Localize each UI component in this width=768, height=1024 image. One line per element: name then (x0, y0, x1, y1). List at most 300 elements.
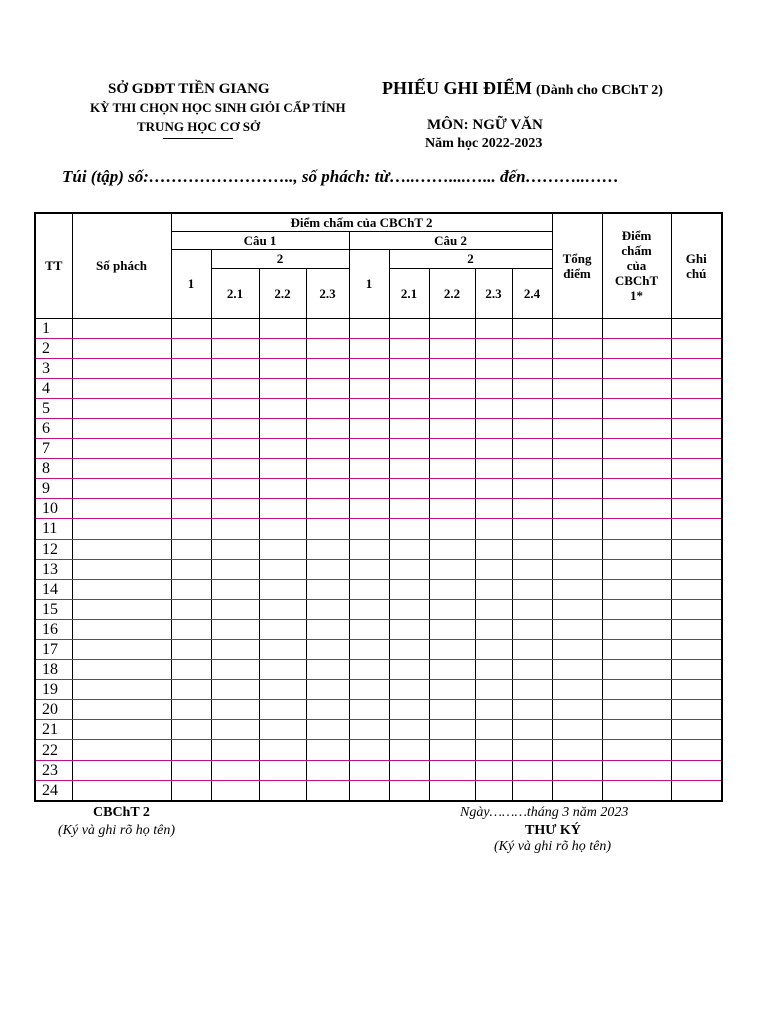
cau2-q1-cell[interactable] (349, 619, 389, 639)
cbcht1-cell[interactable] (602, 720, 671, 740)
cau1-q1-cell[interactable] (171, 740, 211, 760)
cau1-2-1-cell[interactable] (211, 740, 259, 760)
cau2-2-4-cell[interactable] (512, 680, 552, 700)
ghi-chu-cell[interactable] (671, 680, 722, 700)
cau2-2-4-cell[interactable] (512, 780, 552, 801)
cau2-q1-cell[interactable] (349, 660, 389, 680)
cau2-q1-cell[interactable] (349, 439, 389, 459)
cbcht1-cell[interactable] (602, 559, 671, 579)
cau2-2-3-cell[interactable] (475, 680, 512, 700)
cau1-2-3-cell[interactable] (306, 780, 349, 801)
cau2-q1-cell[interactable] (349, 519, 389, 539)
cau2-2-1-cell[interactable] (389, 378, 429, 398)
cau1-q1-cell[interactable] (171, 680, 211, 700)
so-phach-cell[interactable] (72, 519, 171, 539)
cbcht1-cell[interactable] (602, 660, 671, 680)
cau2-2-3-cell[interactable] (475, 439, 512, 459)
cau2-2-4-cell[interactable] (512, 640, 552, 660)
cau1-2-3-cell[interactable] (306, 680, 349, 700)
cau2-2-2-cell[interactable] (429, 640, 475, 660)
tong-diem-cell[interactable] (552, 378, 602, 398)
cau1-2-3-cell[interactable] (306, 499, 349, 519)
cau1-q1-cell[interactable] (171, 539, 211, 559)
cau1-2-2-cell[interactable] (259, 640, 306, 660)
cau2-2-2-cell[interactable] (429, 459, 475, 479)
cau2-2-1-cell[interactable] (389, 640, 429, 660)
cau2-q1-cell[interactable] (349, 579, 389, 599)
cau1-2-3-cell[interactable] (306, 378, 349, 398)
cau1-2-2-cell[interactable] (259, 378, 306, 398)
cau1-2-1-cell[interactable] (211, 479, 259, 499)
cau2-2-4-cell[interactable] (512, 720, 552, 740)
cbcht1-cell[interactable] (602, 338, 671, 358)
cau2-2-2-cell[interactable] (429, 559, 475, 579)
cau2-q1-cell[interactable] (349, 720, 389, 740)
cbcht1-cell[interactable] (602, 378, 671, 398)
ghi-chu-cell[interactable] (671, 318, 722, 338)
tong-diem-cell[interactable] (552, 459, 602, 479)
cau2-2-2-cell[interactable] (429, 418, 475, 438)
cau1-2-1-cell[interactable] (211, 619, 259, 639)
cau1-2-2-cell[interactable] (259, 459, 306, 479)
cau1-2-2-cell[interactable] (259, 720, 306, 740)
cau2-2-3-cell[interactable] (475, 499, 512, 519)
ghi-chu-cell[interactable] (671, 619, 722, 639)
so-phach-cell[interactable] (72, 619, 171, 639)
cau2-2-1-cell[interactable] (389, 499, 429, 519)
cau1-2-3-cell[interactable] (306, 539, 349, 559)
cau2-2-1-cell[interactable] (389, 439, 429, 459)
cau2-2-3-cell[interactable] (475, 398, 512, 418)
cau2-2-3-cell[interactable] (475, 640, 512, 660)
so-phach-cell[interactable] (72, 358, 171, 378)
tong-diem-cell[interactable] (552, 599, 602, 619)
cbcht1-cell[interactable] (602, 499, 671, 519)
ghi-chu-cell[interactable] (671, 398, 722, 418)
cau2-q1-cell[interactable] (349, 398, 389, 418)
tong-diem-cell[interactable] (552, 499, 602, 519)
so-phach-cell[interactable] (72, 559, 171, 579)
cbcht1-cell[interactable] (602, 780, 671, 801)
ghi-chu-cell[interactable] (671, 700, 722, 720)
cau2-2-4-cell[interactable] (512, 700, 552, 720)
cau2-2-3-cell[interactable] (475, 418, 512, 438)
cau1-2-2-cell[interactable] (259, 599, 306, 619)
cau2-2-4-cell[interactable] (512, 519, 552, 539)
tong-diem-cell[interactable] (552, 398, 602, 418)
cau1-2-2-cell[interactable] (259, 740, 306, 760)
cau1-2-1-cell[interactable] (211, 358, 259, 378)
cau2-2-2-cell[interactable] (429, 660, 475, 680)
cau1-2-1-cell[interactable] (211, 720, 259, 740)
ghi-chu-cell[interactable] (671, 640, 722, 660)
so-phach-cell[interactable] (72, 780, 171, 801)
cau1-2-2-cell[interactable] (259, 579, 306, 599)
cau2-2-1-cell[interactable] (389, 579, 429, 599)
cbcht1-cell[interactable] (602, 760, 671, 780)
tong-diem-cell[interactable] (552, 338, 602, 358)
cau2-2-3-cell[interactable] (475, 780, 512, 801)
cau1-2-3-cell[interactable] (306, 619, 349, 639)
cau2-2-3-cell[interactable] (475, 338, 512, 358)
ghi-chu-cell[interactable] (671, 519, 722, 539)
cau2-2-4-cell[interactable] (512, 358, 552, 378)
cau1-2-3-cell[interactable] (306, 700, 349, 720)
so-phach-cell[interactable] (72, 318, 171, 338)
tong-diem-cell[interactable] (552, 318, 602, 338)
cau1-2-3-cell[interactable] (306, 599, 349, 619)
cau1-2-2-cell[interactable] (259, 559, 306, 579)
cau2-q1-cell[interactable] (349, 599, 389, 619)
cau2-2-3-cell[interactable] (475, 660, 512, 680)
cau2-2-4-cell[interactable] (512, 539, 552, 559)
cau2-q1-cell[interactable] (349, 760, 389, 780)
cau1-2-1-cell[interactable] (211, 680, 259, 700)
cau2-2-4-cell[interactable] (512, 378, 552, 398)
cau2-2-3-cell[interactable] (475, 318, 512, 338)
cau1-2-2-cell[interactable] (259, 499, 306, 519)
tong-diem-cell[interactable] (552, 559, 602, 579)
cau2-2-2-cell[interactable] (429, 680, 475, 700)
ghi-chu-cell[interactable] (671, 499, 722, 519)
cau2-2-4-cell[interactable] (512, 599, 552, 619)
so-phach-cell[interactable] (72, 418, 171, 438)
cau1-2-2-cell[interactable] (259, 519, 306, 539)
cau1-2-3-cell[interactable] (306, 720, 349, 740)
cau1-2-1-cell[interactable] (211, 780, 259, 801)
cau2-q1-cell[interactable] (349, 499, 389, 519)
ghi-chu-cell[interactable] (671, 660, 722, 680)
cau2-q1-cell[interactable] (349, 479, 389, 499)
cau2-2-3-cell[interactable] (475, 559, 512, 579)
cau2-2-3-cell[interactable] (475, 599, 512, 619)
tong-diem-cell[interactable] (552, 619, 602, 639)
tong-diem-cell[interactable] (552, 680, 602, 700)
tong-diem-cell[interactable] (552, 579, 602, 599)
cau1-2-3-cell[interactable] (306, 479, 349, 499)
cbcht1-cell[interactable] (602, 680, 671, 700)
cau2-2-4-cell[interactable] (512, 318, 552, 338)
ghi-chu-cell[interactable] (671, 720, 722, 740)
so-phach-cell[interactable] (72, 579, 171, 599)
so-phach-cell[interactable] (72, 539, 171, 559)
cbcht1-cell[interactable] (602, 539, 671, 559)
cbcht1-cell[interactable] (602, 740, 671, 760)
cau2-q1-cell[interactable] (349, 539, 389, 559)
cau2-q1-cell[interactable] (349, 640, 389, 660)
cau2-2-1-cell[interactable] (389, 599, 429, 619)
cbcht1-cell[interactable] (602, 418, 671, 438)
cau2-2-2-cell[interactable] (429, 780, 475, 801)
cau1-2-2-cell[interactable] (259, 338, 306, 358)
cau1-2-1-cell[interactable] (211, 599, 259, 619)
cau2-2-4-cell[interactable] (512, 760, 552, 780)
cau2-q1-cell[interactable] (349, 318, 389, 338)
cau2-2-1-cell[interactable] (389, 358, 429, 378)
tong-diem-cell[interactable] (552, 479, 602, 499)
cau1-2-2-cell[interactable] (259, 318, 306, 338)
so-phach-cell[interactable] (72, 499, 171, 519)
cau1-2-3-cell[interactable] (306, 418, 349, 438)
cau1-q1-cell[interactable] (171, 579, 211, 599)
cau2-2-2-cell[interactable] (429, 378, 475, 398)
ghi-chu-cell[interactable] (671, 418, 722, 438)
cau2-2-3-cell[interactable] (475, 619, 512, 639)
cbcht1-cell[interactable] (602, 398, 671, 418)
ghi-chu-cell[interactable] (671, 358, 722, 378)
cau2-2-4-cell[interactable] (512, 579, 552, 599)
cau1-2-1-cell[interactable] (211, 318, 259, 338)
cau1-q1-cell[interactable] (171, 780, 211, 801)
tong-diem-cell[interactable] (552, 539, 602, 559)
cau2-2-1-cell[interactable] (389, 680, 429, 700)
cau1-2-3-cell[interactable] (306, 760, 349, 780)
cau1-2-2-cell[interactable] (259, 619, 306, 639)
tong-diem-cell[interactable] (552, 660, 602, 680)
tong-diem-cell[interactable] (552, 640, 602, 660)
cau1-2-3-cell[interactable] (306, 519, 349, 539)
cau2-2-2-cell[interactable] (429, 599, 475, 619)
ghi-chu-cell[interactable] (671, 479, 722, 499)
tong-diem-cell[interactable] (552, 519, 602, 539)
cau2-2-4-cell[interactable] (512, 338, 552, 358)
cau2-2-1-cell[interactable] (389, 459, 429, 479)
cbcht1-cell[interactable] (602, 599, 671, 619)
cau2-2-2-cell[interactable] (429, 519, 475, 539)
cau1-2-2-cell[interactable] (259, 539, 306, 559)
cau1-2-1-cell[interactable] (211, 559, 259, 579)
cau2-2-2-cell[interactable] (429, 760, 475, 780)
cau1-2-2-cell[interactable] (259, 418, 306, 438)
cau1-q1-cell[interactable] (171, 720, 211, 740)
tong-diem-cell[interactable] (552, 439, 602, 459)
cau2-q1-cell[interactable] (349, 418, 389, 438)
tong-diem-cell[interactable] (552, 760, 602, 780)
tong-diem-cell[interactable] (552, 418, 602, 438)
cau1-2-1-cell[interactable] (211, 700, 259, 720)
so-phach-cell[interactable] (72, 680, 171, 700)
cau2-2-1-cell[interactable] (389, 559, 429, 579)
tong-diem-cell[interactable] (552, 700, 602, 720)
cau2-q1-cell[interactable] (349, 680, 389, 700)
cbcht1-cell[interactable] (602, 439, 671, 459)
cau2-2-4-cell[interactable] (512, 619, 552, 639)
cau1-2-1-cell[interactable] (211, 660, 259, 680)
cau1-2-3-cell[interactable] (306, 640, 349, 660)
cau2-2-4-cell[interactable] (512, 499, 552, 519)
cau2-2-4-cell[interactable] (512, 398, 552, 418)
so-phach-cell[interactable] (72, 599, 171, 619)
cbcht1-cell[interactable] (602, 619, 671, 639)
cau1-2-1-cell[interactable] (211, 519, 259, 539)
cau1-2-3-cell[interactable] (306, 398, 349, 418)
cau1-q1-cell[interactable] (171, 439, 211, 459)
cau2-2-3-cell[interactable] (475, 720, 512, 740)
cbcht1-cell[interactable] (602, 579, 671, 599)
cau2-2-2-cell[interactable] (429, 740, 475, 760)
cau2-q1-cell[interactable] (349, 780, 389, 801)
cau1-2-3-cell[interactable] (306, 439, 349, 459)
cau2-2-3-cell[interactable] (475, 358, 512, 378)
cau1-q1-cell[interactable] (171, 499, 211, 519)
cau1-2-2-cell[interactable] (259, 479, 306, 499)
cau2-2-2-cell[interactable] (429, 479, 475, 499)
ghi-chu-cell[interactable] (671, 740, 722, 760)
cau2-2-2-cell[interactable] (429, 338, 475, 358)
cau1-q1-cell[interactable] (171, 318, 211, 338)
so-phach-cell[interactable] (72, 660, 171, 680)
cau1-2-3-cell[interactable] (306, 579, 349, 599)
cau2-q1-cell[interactable] (349, 378, 389, 398)
cau1-2-2-cell[interactable] (259, 660, 306, 680)
cau2-2-2-cell[interactable] (429, 700, 475, 720)
cau1-2-1-cell[interactable] (211, 579, 259, 599)
cau2-2-2-cell[interactable] (429, 539, 475, 559)
ghi-chu-cell[interactable] (671, 439, 722, 459)
cbcht1-cell[interactable] (602, 519, 671, 539)
cau1-2-1-cell[interactable] (211, 439, 259, 459)
so-phach-cell[interactable] (72, 720, 171, 740)
cau1-q1-cell[interactable] (171, 599, 211, 619)
cau2-2-4-cell[interactable] (512, 660, 552, 680)
cau2-2-1-cell[interactable] (389, 318, 429, 338)
cau2-2-4-cell[interactable] (512, 479, 552, 499)
cau2-q1-cell[interactable] (349, 740, 389, 760)
cau2-2-1-cell[interactable] (389, 740, 429, 760)
cau2-2-1-cell[interactable] (389, 519, 429, 539)
cau2-q1-cell[interactable] (349, 559, 389, 579)
cau2-2-2-cell[interactable] (429, 398, 475, 418)
cau1-2-3-cell[interactable] (306, 318, 349, 338)
cau2-2-1-cell[interactable] (389, 660, 429, 680)
cau2-2-4-cell[interactable] (512, 459, 552, 479)
cau1-2-3-cell[interactable] (306, 358, 349, 378)
cau2-2-4-cell[interactable] (512, 740, 552, 760)
cau1-q1-cell[interactable] (171, 660, 211, 680)
cau2-q1-cell[interactable] (349, 358, 389, 378)
cau2-2-2-cell[interactable] (429, 499, 475, 519)
ghi-chu-cell[interactable] (671, 539, 722, 559)
cau1-2-1-cell[interactable] (211, 499, 259, 519)
cau2-2-1-cell[interactable] (389, 479, 429, 499)
cau2-q1-cell[interactable] (349, 459, 389, 479)
ghi-chu-cell[interactable] (671, 760, 722, 780)
cau1-2-3-cell[interactable] (306, 338, 349, 358)
cau1-2-2-cell[interactable] (259, 439, 306, 459)
cau2-2-2-cell[interactable] (429, 318, 475, 338)
so-phach-cell[interactable] (72, 640, 171, 660)
cau1-q1-cell[interactable] (171, 619, 211, 639)
cau1-2-2-cell[interactable] (259, 680, 306, 700)
cau2-2-3-cell[interactable] (475, 760, 512, 780)
cau2-2-3-cell[interactable] (475, 479, 512, 499)
cau1-2-1-cell[interactable] (211, 760, 259, 780)
cau1-2-3-cell[interactable] (306, 740, 349, 760)
ghi-chu-cell[interactable] (671, 599, 722, 619)
cbcht1-cell[interactable] (602, 479, 671, 499)
cau1-2-1-cell[interactable] (211, 459, 259, 479)
so-phach-cell[interactable] (72, 378, 171, 398)
so-phach-cell[interactable] (72, 479, 171, 499)
cau2-2-1-cell[interactable] (389, 619, 429, 639)
cau1-2-3-cell[interactable] (306, 660, 349, 680)
tong-diem-cell[interactable] (552, 740, 602, 760)
cau1-2-2-cell[interactable] (259, 760, 306, 780)
cbcht1-cell[interactable] (602, 700, 671, 720)
cau2-2-3-cell[interactable] (475, 700, 512, 720)
cau2-2-3-cell[interactable] (475, 579, 512, 599)
tong-diem-cell[interactable] (552, 358, 602, 378)
cau1-q1-cell[interactable] (171, 760, 211, 780)
cbcht1-cell[interactable] (602, 459, 671, 479)
ghi-chu-cell[interactable] (671, 338, 722, 358)
cau1-q1-cell[interactable] (171, 459, 211, 479)
so-phach-cell[interactable] (72, 760, 171, 780)
cau2-2-3-cell[interactable] (475, 459, 512, 479)
cau1-2-1-cell[interactable] (211, 640, 259, 660)
cbcht1-cell[interactable] (602, 358, 671, 378)
so-phach-cell[interactable] (72, 740, 171, 760)
cau1-2-1-cell[interactable] (211, 378, 259, 398)
so-phach-cell[interactable] (72, 459, 171, 479)
so-phach-cell[interactable] (72, 398, 171, 418)
cau2-2-4-cell[interactable] (512, 418, 552, 438)
cau2-2-3-cell[interactable] (475, 740, 512, 760)
cau1-2-1-cell[interactable] (211, 539, 259, 559)
cau1-q1-cell[interactable] (171, 519, 211, 539)
cau2-2-3-cell[interactable] (475, 519, 512, 539)
cau2-2-2-cell[interactable] (429, 720, 475, 740)
cau2-2-1-cell[interactable] (389, 780, 429, 801)
cau2-2-3-cell[interactable] (475, 539, 512, 559)
cau1-2-1-cell[interactable] (211, 338, 259, 358)
cau2-2-3-cell[interactable] (475, 378, 512, 398)
so-phach-cell[interactable] (72, 338, 171, 358)
cau2-2-2-cell[interactable] (429, 579, 475, 599)
ghi-chu-cell[interactable] (671, 378, 722, 398)
cau2-2-1-cell[interactable] (389, 338, 429, 358)
cau1-2-3-cell[interactable] (306, 559, 349, 579)
cbcht1-cell[interactable] (602, 318, 671, 338)
cbcht1-cell[interactable] (602, 640, 671, 660)
cau2-q1-cell[interactable] (349, 338, 389, 358)
tong-diem-cell[interactable] (552, 720, 602, 740)
cau1-2-1-cell[interactable] (211, 398, 259, 418)
cau1-2-3-cell[interactable] (306, 459, 349, 479)
tong-diem-cell[interactable] (552, 780, 602, 801)
cau1-q1-cell[interactable] (171, 700, 211, 720)
cau1-2-2-cell[interactable] (259, 700, 306, 720)
cau1-q1-cell[interactable] (171, 418, 211, 438)
cau2-2-2-cell[interactable] (429, 439, 475, 459)
cau2-2-1-cell[interactable] (389, 539, 429, 559)
cau1-q1-cell[interactable] (171, 479, 211, 499)
cau1-q1-cell[interactable] (171, 338, 211, 358)
cau1-q1-cell[interactable] (171, 640, 211, 660)
ghi-chu-cell[interactable] (671, 459, 722, 479)
cau1-q1-cell[interactable] (171, 358, 211, 378)
cau2-q1-cell[interactable] (349, 700, 389, 720)
cau2-2-2-cell[interactable] (429, 619, 475, 639)
cau2-2-4-cell[interactable] (512, 439, 552, 459)
cau1-2-2-cell[interactable] (259, 398, 306, 418)
cau2-2-4-cell[interactable] (512, 559, 552, 579)
cau2-2-1-cell[interactable] (389, 418, 429, 438)
cau1-q1-cell[interactable] (171, 559, 211, 579)
cau2-2-1-cell[interactable] (389, 700, 429, 720)
so-phach-cell[interactable] (72, 439, 171, 459)
cau2-2-1-cell[interactable] (389, 398, 429, 418)
